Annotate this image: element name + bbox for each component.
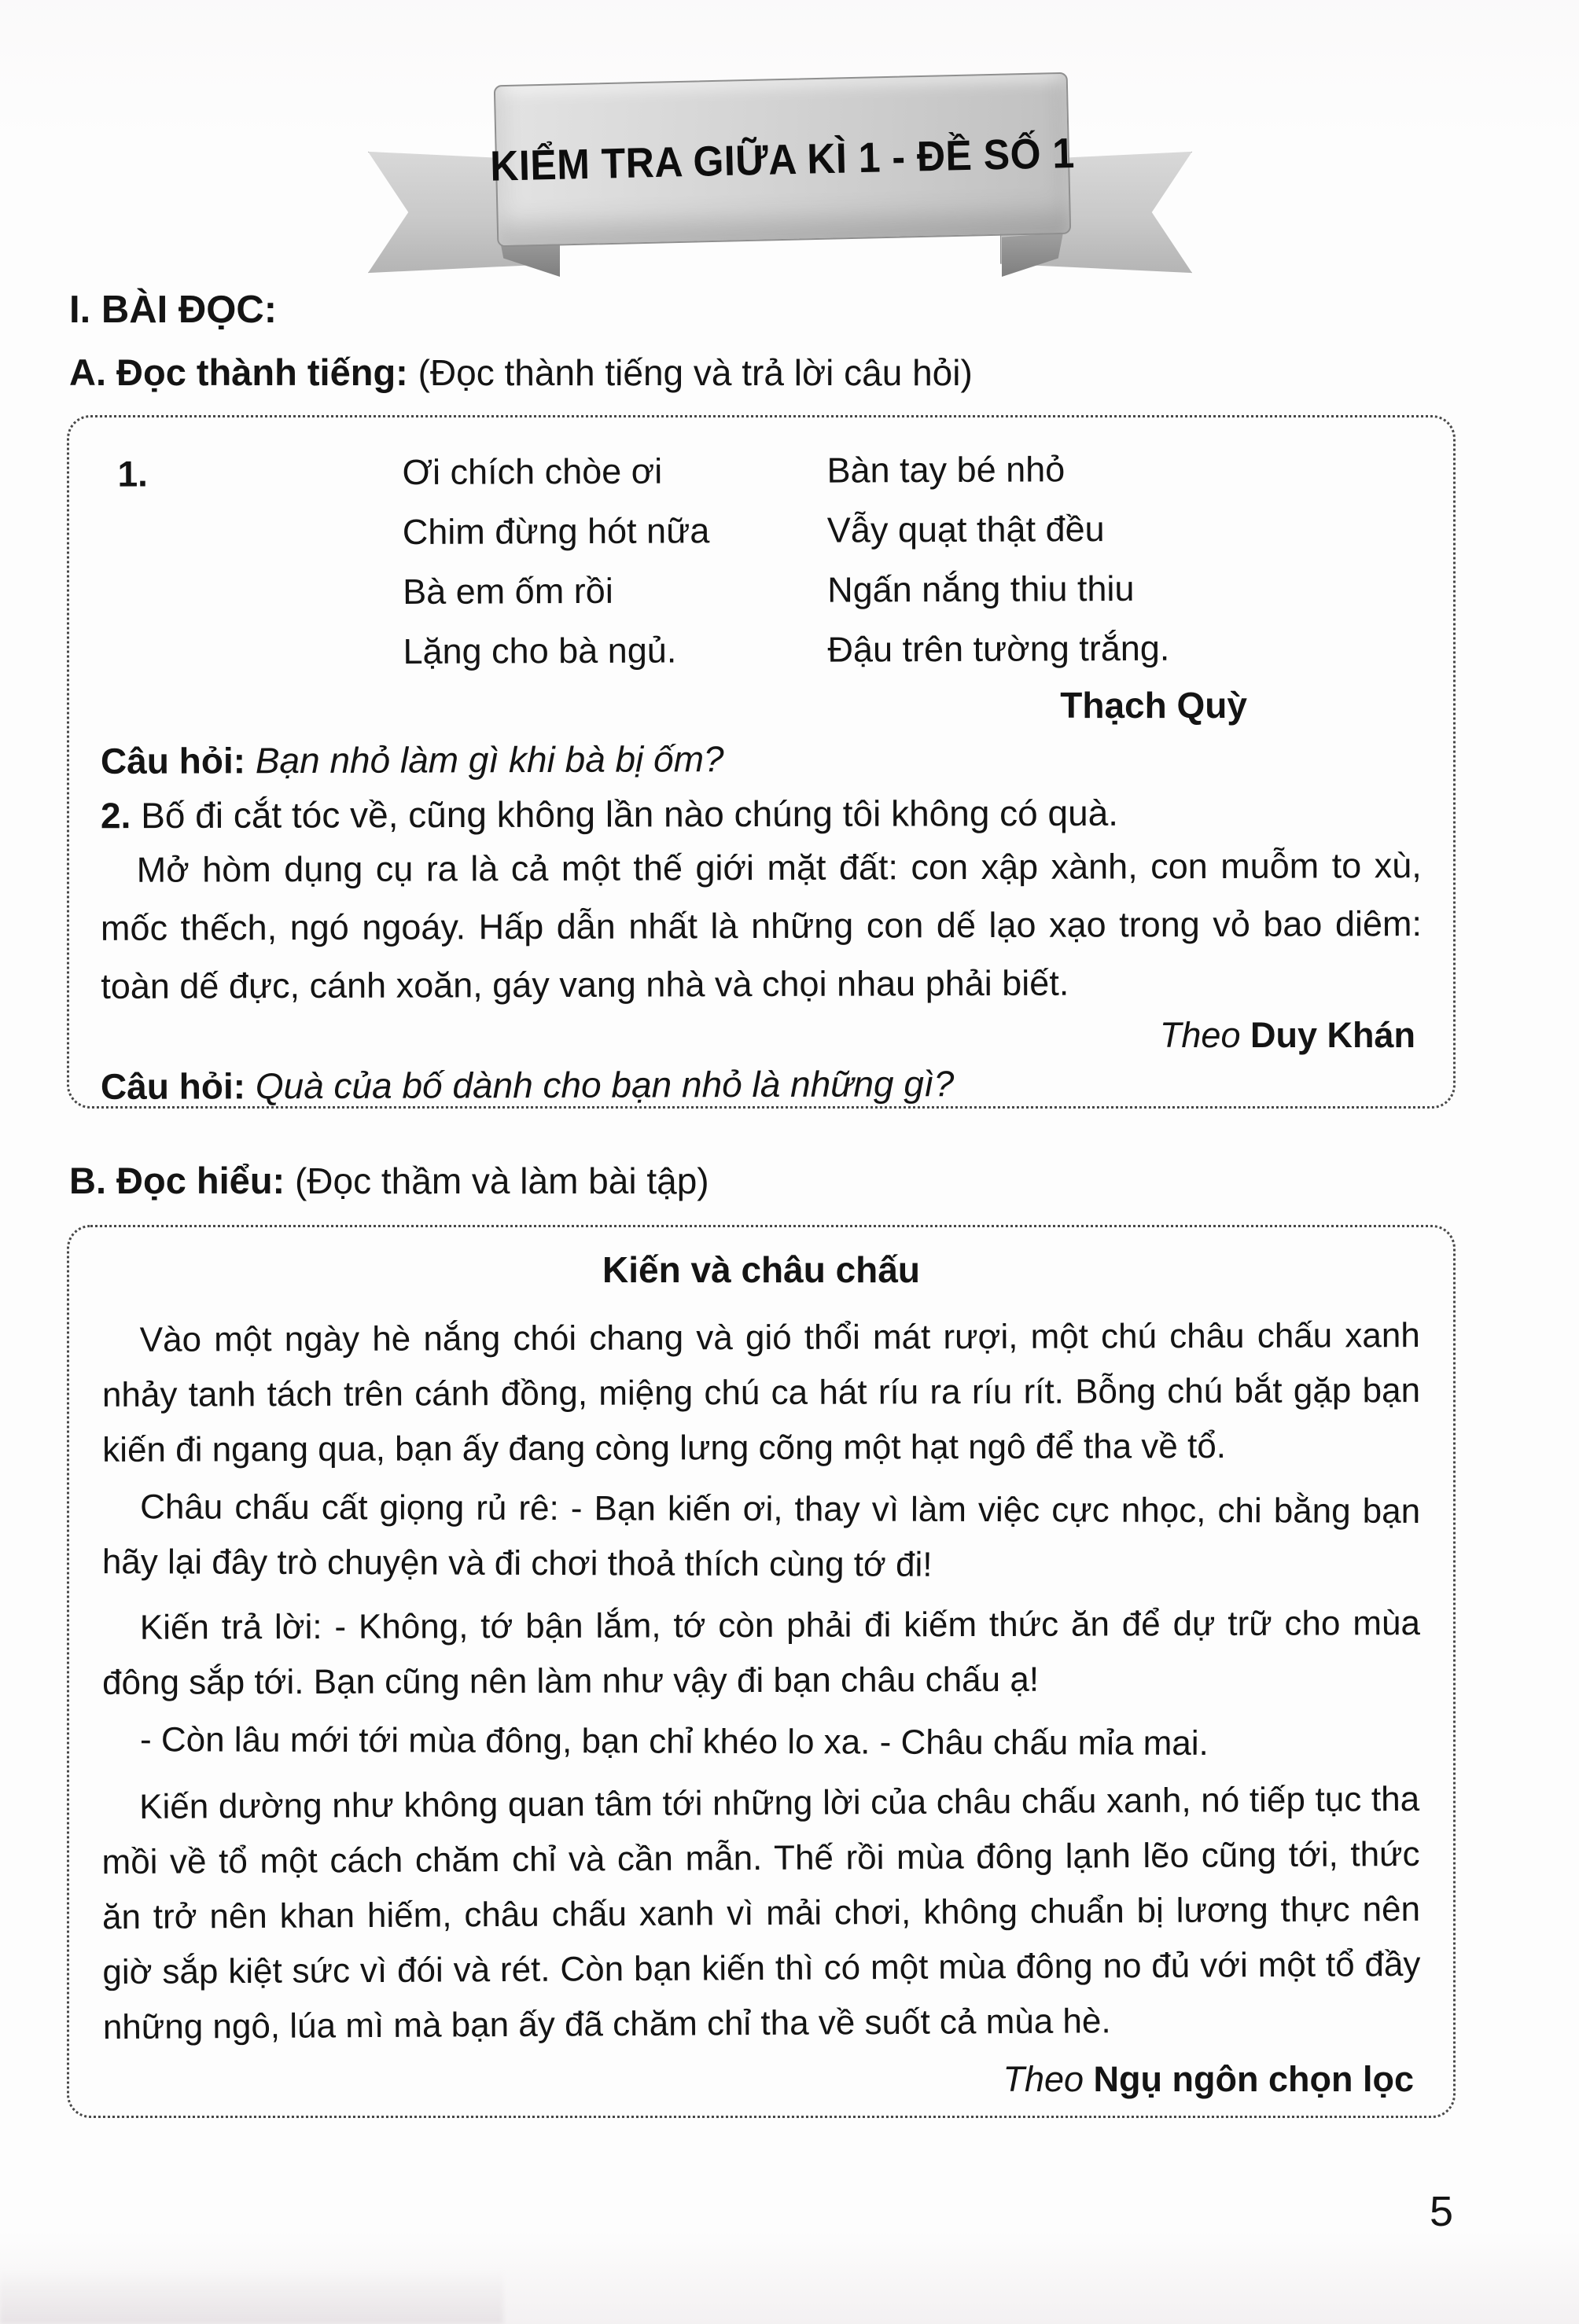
passage-2-body: Mở hòm dụng cụ ra là cả một thế giới mặt đất: con xập xành, con muỗm to xù, mốc thếch, ngó ngoáy. Hấp dẫn nhất là những con dế lạo xạo trong vỏ bao diêm: toàn dế đực, cánh xoăn, gáy vang nhà và chọi nhau phải biết. bbox=[100, 845, 1423, 1006]
poem-author: Thạch Quỳ bbox=[1060, 685, 1247, 726]
source-prefix: Theo bbox=[1159, 1015, 1250, 1055]
question-1 bbox=[101, 734, 1422, 783]
question-1-text: Bạn nhỏ làm gì khi bà bị ốm? bbox=[255, 738, 724, 781]
story-title: Kiến và châu chấu bbox=[602, 1249, 920, 1290]
question-2-label: Câu hỏi: bbox=[100, 1065, 246, 1107]
section-a-note: (Đọc thành tiếng và trả lời câu hỏi) bbox=[418, 352, 973, 393]
poem-line: Bà em ốm rồi bbox=[403, 570, 613, 612]
poem-line: Bàn tay bé nhỏ bbox=[826, 449, 1066, 491]
poem-column-2 bbox=[826, 439, 1268, 679]
poem-line: Vẫy quạt thật đều bbox=[826, 509, 1105, 550]
passage-2-lead-text: Bố đi cắt tóc về, cũng không lần nào chúng tôi không có quà. bbox=[141, 792, 1119, 837]
poem bbox=[100, 438, 1422, 682]
passage-2-source bbox=[101, 1013, 1415, 1057]
section-b-heading bbox=[69, 1159, 709, 1202]
story-paragraph: Kiến trả lời: - Không, tớ bận lắm, tớ còn phải đi kiếm thức ăn để dự trữ cho mùa đông sắp tới. Bạn cũng nên làm như vậy đi bạn châu chấu ạ! bbox=[102, 1604, 1420, 1702]
reading-box-2 bbox=[67, 1225, 1456, 2118]
poem-line: Đậu trên tường trắng. bbox=[827, 627, 1170, 670]
source-prefix: Theo bbox=[1003, 2059, 1094, 2099]
question-2 bbox=[101, 1060, 1422, 1109]
poem-line: Ơi chích chòe ơi bbox=[402, 450, 663, 492]
poem-line: Ngấn nắng thiu thiu bbox=[827, 568, 1135, 610]
story-paragraph: - Còn lâu mới tới mùa đông, bạn chỉ khéo lo xa. - Châu chấu mỉa mai. bbox=[139, 1720, 1209, 1763]
question-2-text: Quà của bố dành cho bạn nhỏ là những gì? bbox=[255, 1063, 955, 1107]
reading-box-1 bbox=[67, 415, 1456, 1109]
item-2-number: 2. bbox=[100, 795, 131, 837]
passage-2-lead bbox=[101, 790, 1422, 837]
section-a-label: A. Đọc thành tiếng: bbox=[69, 351, 408, 393]
story-source bbox=[102, 2057, 1414, 2102]
story-paragraph: Vào một ngày hè nắng chói chang và gió thổi mát rượi, một chú châu chấu xanh nhảy tanh tách trên cánh đồng, miệng chú ca hát ríu ra ríu rít. Bỗng chú bắt gặp bạn kiến đi ngang qua, bạn ấy đang còng lưng cõng một hạt ngô để tha về tổ. bbox=[101, 1316, 1421, 1469]
section-b-note: (Đọc thầm và làm bài tập) bbox=[294, 1160, 709, 1201]
section-a-heading bbox=[69, 351, 973, 394]
section-b-label: B. Đọc hiểu: bbox=[69, 1160, 285, 1201]
question-1-label: Câu hỏi: bbox=[100, 740, 246, 781]
ribbon-panel bbox=[489, 72, 1076, 248]
scan-smudge bbox=[0, 2269, 503, 2324]
ribbon-fold-right bbox=[1002, 233, 1063, 277]
source-name: Ngụ ngôn chọn lọc bbox=[1093, 2059, 1414, 2099]
section-1-heading: I. BÀI ĐỌC: bbox=[69, 289, 278, 331]
title-ribbon bbox=[368, 71, 1192, 281]
page-number: 5 bbox=[1430, 2188, 1454, 2235]
poem-line: Chim đừng hót nữa bbox=[402, 510, 710, 552]
item-1-number: 1. bbox=[117, 453, 148, 495]
poem-line: Lặng cho bà ngủ. bbox=[403, 630, 677, 671]
source-name: Duy Khán bbox=[1250, 1015, 1415, 1055]
story-paragraph: Kiến dường như không quan tâm tới những lời của châu chấu xanh, nó tiếp tục tha mồi về tổ một cách chăm chỉ và cần mẫn. Thế rồi mùa đông lạnh lẽo cũng tới, thức ăn trở nên khan hiếm, châu chấu xanh vì mải chơi, không chuẩn bị lương thực nên giờ sắp kiệt sức vì đói và rét. Còn bạn kiến thì có một mùa đông no đủ với một tổ đầy những ngô, lúa mì mà bạn ấy đã chăm chỉ tha về suốt cả mùa hè. bbox=[101, 1779, 1421, 2047]
story-paragraph: Châu chấu cất giọng rủ rê: - Bạn kiến ơi, thay vì làm việc cực nhọc, chi bằng bạn hãy lại đây trò chuyện và đi chơi thoả thích cùng tớ đi! bbox=[101, 1487, 1421, 1584]
exam-title: KIỂM TRA GIỮA KÌ 1 - ĐỀ SỐ 1 bbox=[489, 129, 1076, 190]
poem-column-1 bbox=[402, 441, 827, 682]
